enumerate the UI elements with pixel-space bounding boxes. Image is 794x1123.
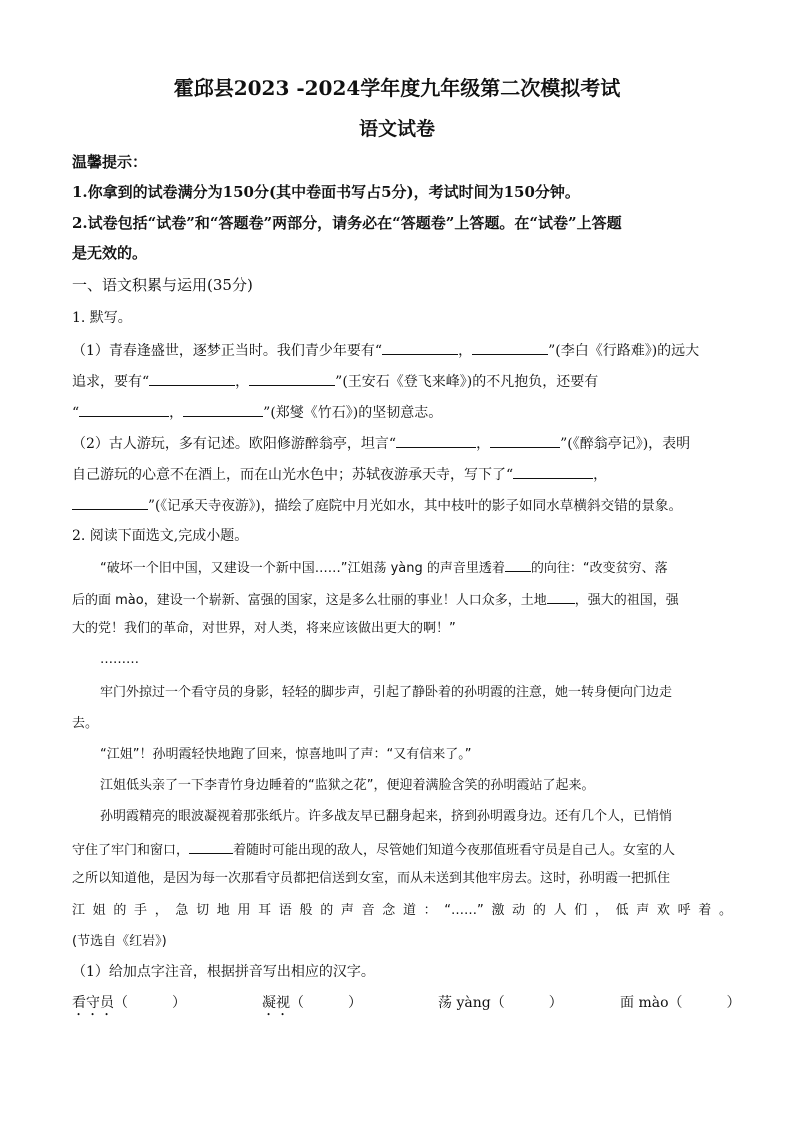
pinyin-item-label: 看守员	[72, 995, 114, 1011]
q2-sub1-prompt: （1）给加点字注音，根据拼音写出相应的汉字。	[72, 964, 375, 980]
q1-text: ，	[458, 343, 473, 359]
answer-blank[interactable]	[513, 464, 593, 479]
q1-text: ，	[476, 436, 491, 452]
answer-slot[interactable]	[128, 993, 172, 1007]
tips-item-2: 2.试卷包括“试卷”和“答题卷”两部分，请务必在“答题卷”上答题。在“试卷”上答题	[72, 214, 622, 232]
passage-line: 江姐低头亲了一下李青竹身边睡着的“监狱之花”，便迎着满脸含笑的孙明霞站了起来。	[100, 778, 595, 793]
q1-text: ，	[593, 467, 608, 483]
pinyin-item	[620, 992, 741, 1012]
answer-blank[interactable]	[249, 371, 335, 386]
q1-text: ”(《醉翁亭记》)，表明	[560, 436, 691, 452]
answer-blank[interactable]	[72, 495, 148, 510]
answer-blank[interactable]	[396, 433, 476, 448]
passage-line: 大的党！我们的革命，对世界，对人类，将来应该做出更大的啊！”	[72, 621, 456, 636]
q1-text: ”(李白《行路难》)的远大	[548, 343, 700, 359]
answer-blank[interactable]	[183, 402, 263, 417]
q1-text: （2）古人游玩，多有记述。欧阳修游醉翁亭，坦言“	[72, 436, 397, 452]
paren-close: ）	[726, 995, 741, 1011]
paren-close: ）	[172, 995, 186, 1011]
answer-blank[interactable]	[505, 557, 531, 572]
q1-part2-line1	[72, 433, 732, 453]
answer-slot[interactable]	[683, 993, 727, 1007]
q1-part2-line2	[72, 464, 732, 484]
q1-text: ”(郑燮《竹石》)的坚韧意志。	[263, 405, 443, 421]
q1-text: 自己游玩的心意不在酒上，而在山光水色中；苏轼夜游承天寺，写下了“	[72, 467, 514, 483]
q1-text: 追求，要有“	[72, 374, 150, 390]
answer-blank[interactable]	[149, 371, 235, 386]
paren-open: （	[290, 995, 304, 1011]
exam-title: 霍邱县2023 -2024学年度九年级第二次模拟考试	[173, 76, 621, 100]
tips-item-1: 1.你拿到的试卷满分为150分(其中卷面书写占5分)，考试时间为150分钟。	[72, 183, 580, 201]
passage-line: 去。	[72, 716, 99, 731]
passage-line: 之所以知道他，是因为每一次那看守员都把信送到女室，而从未送到其他牢房去。这时，孙明霞一把抓住	[72, 871, 671, 886]
tips-heading: 温馨提示：	[72, 153, 148, 171]
passage-line	[72, 839, 732, 860]
passage-text: 着随时可能出现的敌人，尽管她们知道今夜那值班看守员是自己人。女室的人	[233, 843, 676, 858]
q1-text: “	[72, 405, 80, 421]
answer-blank[interactable]	[79, 402, 169, 417]
passage-line: “江姐”！孙明霞轻快地跑了回来，惊喜地叫了声：“又有信来了。”	[100, 747, 472, 762]
passage-text: “破坏一个旧中国，又建设一个新中国……”江姐荡 yàng 的声音里透着	[100, 561, 505, 576]
answer-blank[interactable]	[189, 839, 233, 854]
answer-slot[interactable]	[505, 993, 549, 1007]
paren-open: （	[668, 995, 683, 1011]
passage-line: 江姐的手，急切地用耳语般的声音念道：“……”激动的人们，低声欢呼着。	[72, 903, 732, 918]
exam-subtitle: 语文试卷	[358, 118, 435, 140]
answer-slot[interactable]	[304, 993, 348, 1007]
passage-text: 守住了牢门和窗口，	[72, 843, 190, 858]
tips-item-2-cont: 是无效的。	[72, 244, 148, 262]
passage-text: ，强大的祖国，强	[574, 593, 679, 608]
passage-text: 的向往：“改变贫穷、落	[530, 561, 668, 576]
q1-text: （1）青春逢盛世，逐梦正当时。我们青少年要有“	[72, 343, 383, 359]
paren-close: ）	[548, 995, 563, 1011]
answer-blank[interactable]	[547, 589, 575, 604]
passage-ellipsis: ………	[100, 652, 139, 667]
q1-text: ”(王安石《登飞来峰》)的不凡抱负，还要有	[335, 374, 599, 390]
paren-close: ）	[348, 995, 362, 1011]
q1-label: 1. 默写。	[72, 310, 132, 326]
q1-part1-line1	[72, 340, 732, 360]
pinyin-item	[72, 992, 186, 1019]
pinyin-item	[438, 992, 563, 1012]
answer-blank[interactable]	[472, 340, 548, 355]
pinyin-item-label: 荡 yàng	[438, 995, 491, 1011]
answer-blank[interactable]	[382, 340, 458, 355]
paren-open: （	[490, 995, 505, 1011]
q2-label: 2. 阅读下面选文,完成小题。	[72, 528, 249, 544]
paren-open: （	[114, 995, 128, 1011]
pinyin-item-label: 面 mào	[620, 995, 669, 1011]
answer-blank[interactable]	[490, 433, 560, 448]
q1-text: ”(《记承天寺夜游》)，描绘了庭院中月光如水，其中枝叶的影子如同水草横斜交错的景象。	[148, 498, 683, 514]
q1-text: ，	[169, 405, 184, 421]
section-1-heading: 一、语文积累与运用(35分)	[72, 276, 253, 294]
pinyin-item	[262, 992, 362, 1019]
passage-line	[100, 557, 732, 578]
q1-part1-line2	[72, 371, 732, 391]
passage-text: 后的面 mào，建设一个崭新、富强的国家，这是多么壮丽的事业！人口众多，土地	[72, 593, 547, 608]
q1-part1-line3	[72, 402, 732, 422]
q1-text: ，	[235, 374, 250, 390]
passage-line: 孙明霞精亮的眼波凝视着那张纸片。许多战友早已翻身起来，挤到孙明霞身边。还有几个人，已悄悄	[100, 809, 673, 824]
passage-line	[72, 589, 732, 610]
passage-line: 牢门外掠过一个看守员的身影，轻轻的脚步声，引起了静卧着的孙明霞的注意，她一转身便向门边走	[100, 685, 673, 700]
q1-part2-line3	[72, 495, 732, 515]
passage-source: (节选自《红岩》)	[72, 934, 167, 949]
pinyin-item-label: 凝视	[262, 995, 290, 1011]
